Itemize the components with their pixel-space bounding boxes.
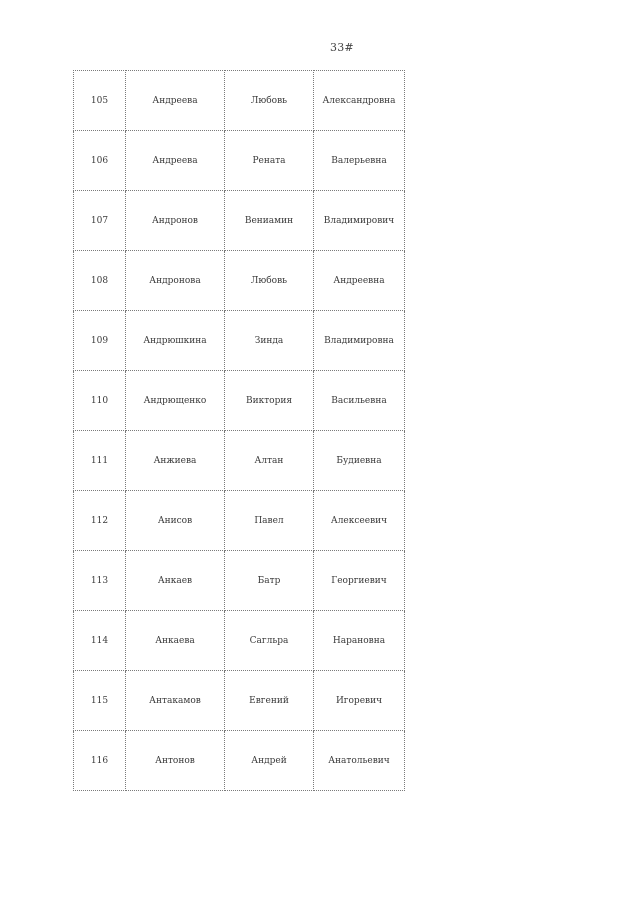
table-row bbox=[74, 731, 405, 791]
table-row bbox=[74, 371, 405, 431]
row-number-cell: 108 bbox=[74, 251, 126, 311]
row-number-cell: 115 bbox=[74, 671, 126, 731]
first-name-cell: Евгений bbox=[225, 671, 314, 731]
patronymic-cell: Игоревич bbox=[314, 671, 405, 731]
first-name-cell: Любовь bbox=[225, 251, 314, 311]
row-number-cell: 114 bbox=[74, 611, 126, 671]
patronymic-cell: Владимирович bbox=[314, 191, 405, 251]
patronymic-cell: Георгиевич bbox=[314, 551, 405, 611]
last-name-cell: Андреева bbox=[126, 131, 225, 191]
first-name-cell: Андрей bbox=[225, 731, 314, 791]
first-name-cell: Вениамин bbox=[225, 191, 314, 251]
patronymic-cell: Будиевна bbox=[314, 431, 405, 491]
table-row bbox=[74, 191, 405, 251]
first-name-cell: Алтан bbox=[225, 431, 314, 491]
patronymic-cell: Нарановна bbox=[314, 611, 405, 671]
last-name-cell: Анкаев bbox=[126, 551, 225, 611]
last-name-cell: Андрюшкина bbox=[126, 311, 225, 371]
row-number-cell: 113 bbox=[74, 551, 126, 611]
row-number-cell: 105 bbox=[74, 71, 126, 131]
last-name-cell: Анисов bbox=[126, 491, 225, 551]
first-name-cell: Батр bbox=[225, 551, 314, 611]
table-row bbox=[74, 431, 405, 491]
table-row bbox=[74, 611, 405, 671]
first-name-cell: Любовь bbox=[225, 71, 314, 131]
patronymic-cell: Алексеевич bbox=[314, 491, 405, 551]
first-name-cell: Виктория bbox=[225, 371, 314, 431]
patronymic-cell: Александровна bbox=[314, 71, 405, 131]
page-number: 33# bbox=[330, 41, 354, 54]
last-name-cell: Андронов bbox=[126, 191, 225, 251]
patronymic-cell: Андреевна bbox=[314, 251, 405, 311]
first-name-cell: Рената bbox=[225, 131, 314, 191]
table-row bbox=[74, 551, 405, 611]
last-name-cell: Антакамов bbox=[126, 671, 225, 731]
names-table-container bbox=[73, 70, 404, 791]
row-number-cell: 107 bbox=[74, 191, 126, 251]
first-name-cell: Зинда bbox=[225, 311, 314, 371]
row-number-cell: 110 bbox=[74, 371, 126, 431]
last-name-cell: Анжиева bbox=[126, 431, 225, 491]
last-name-cell: Андреева bbox=[126, 71, 225, 131]
row-number-cell: 111 bbox=[74, 431, 126, 491]
table-row bbox=[74, 251, 405, 311]
row-number-cell: 109 bbox=[74, 311, 126, 371]
row-number-cell: 116 bbox=[74, 731, 126, 791]
last-name-cell: Андрющенко bbox=[126, 371, 225, 431]
last-name-cell: Антонов bbox=[126, 731, 225, 791]
last-name-cell: Андронова bbox=[126, 251, 225, 311]
row-number-cell: 112 bbox=[74, 491, 126, 551]
patronymic-cell: Васильевна bbox=[314, 371, 405, 431]
table-row bbox=[74, 491, 405, 551]
row-number-cell: 106 bbox=[74, 131, 126, 191]
patronymic-cell: Анатольевич bbox=[314, 731, 405, 791]
table-row bbox=[74, 311, 405, 371]
names-table bbox=[73, 70, 405, 791]
first-name-cell: Павел bbox=[225, 491, 314, 551]
table-row bbox=[74, 71, 405, 131]
patronymic-cell: Владимировна bbox=[314, 311, 405, 371]
table-row bbox=[74, 671, 405, 731]
patronymic-cell: Валерьевна bbox=[314, 131, 405, 191]
first-name-cell: Сагльра bbox=[225, 611, 314, 671]
last-name-cell: Анкаева bbox=[126, 611, 225, 671]
table-row bbox=[74, 131, 405, 191]
